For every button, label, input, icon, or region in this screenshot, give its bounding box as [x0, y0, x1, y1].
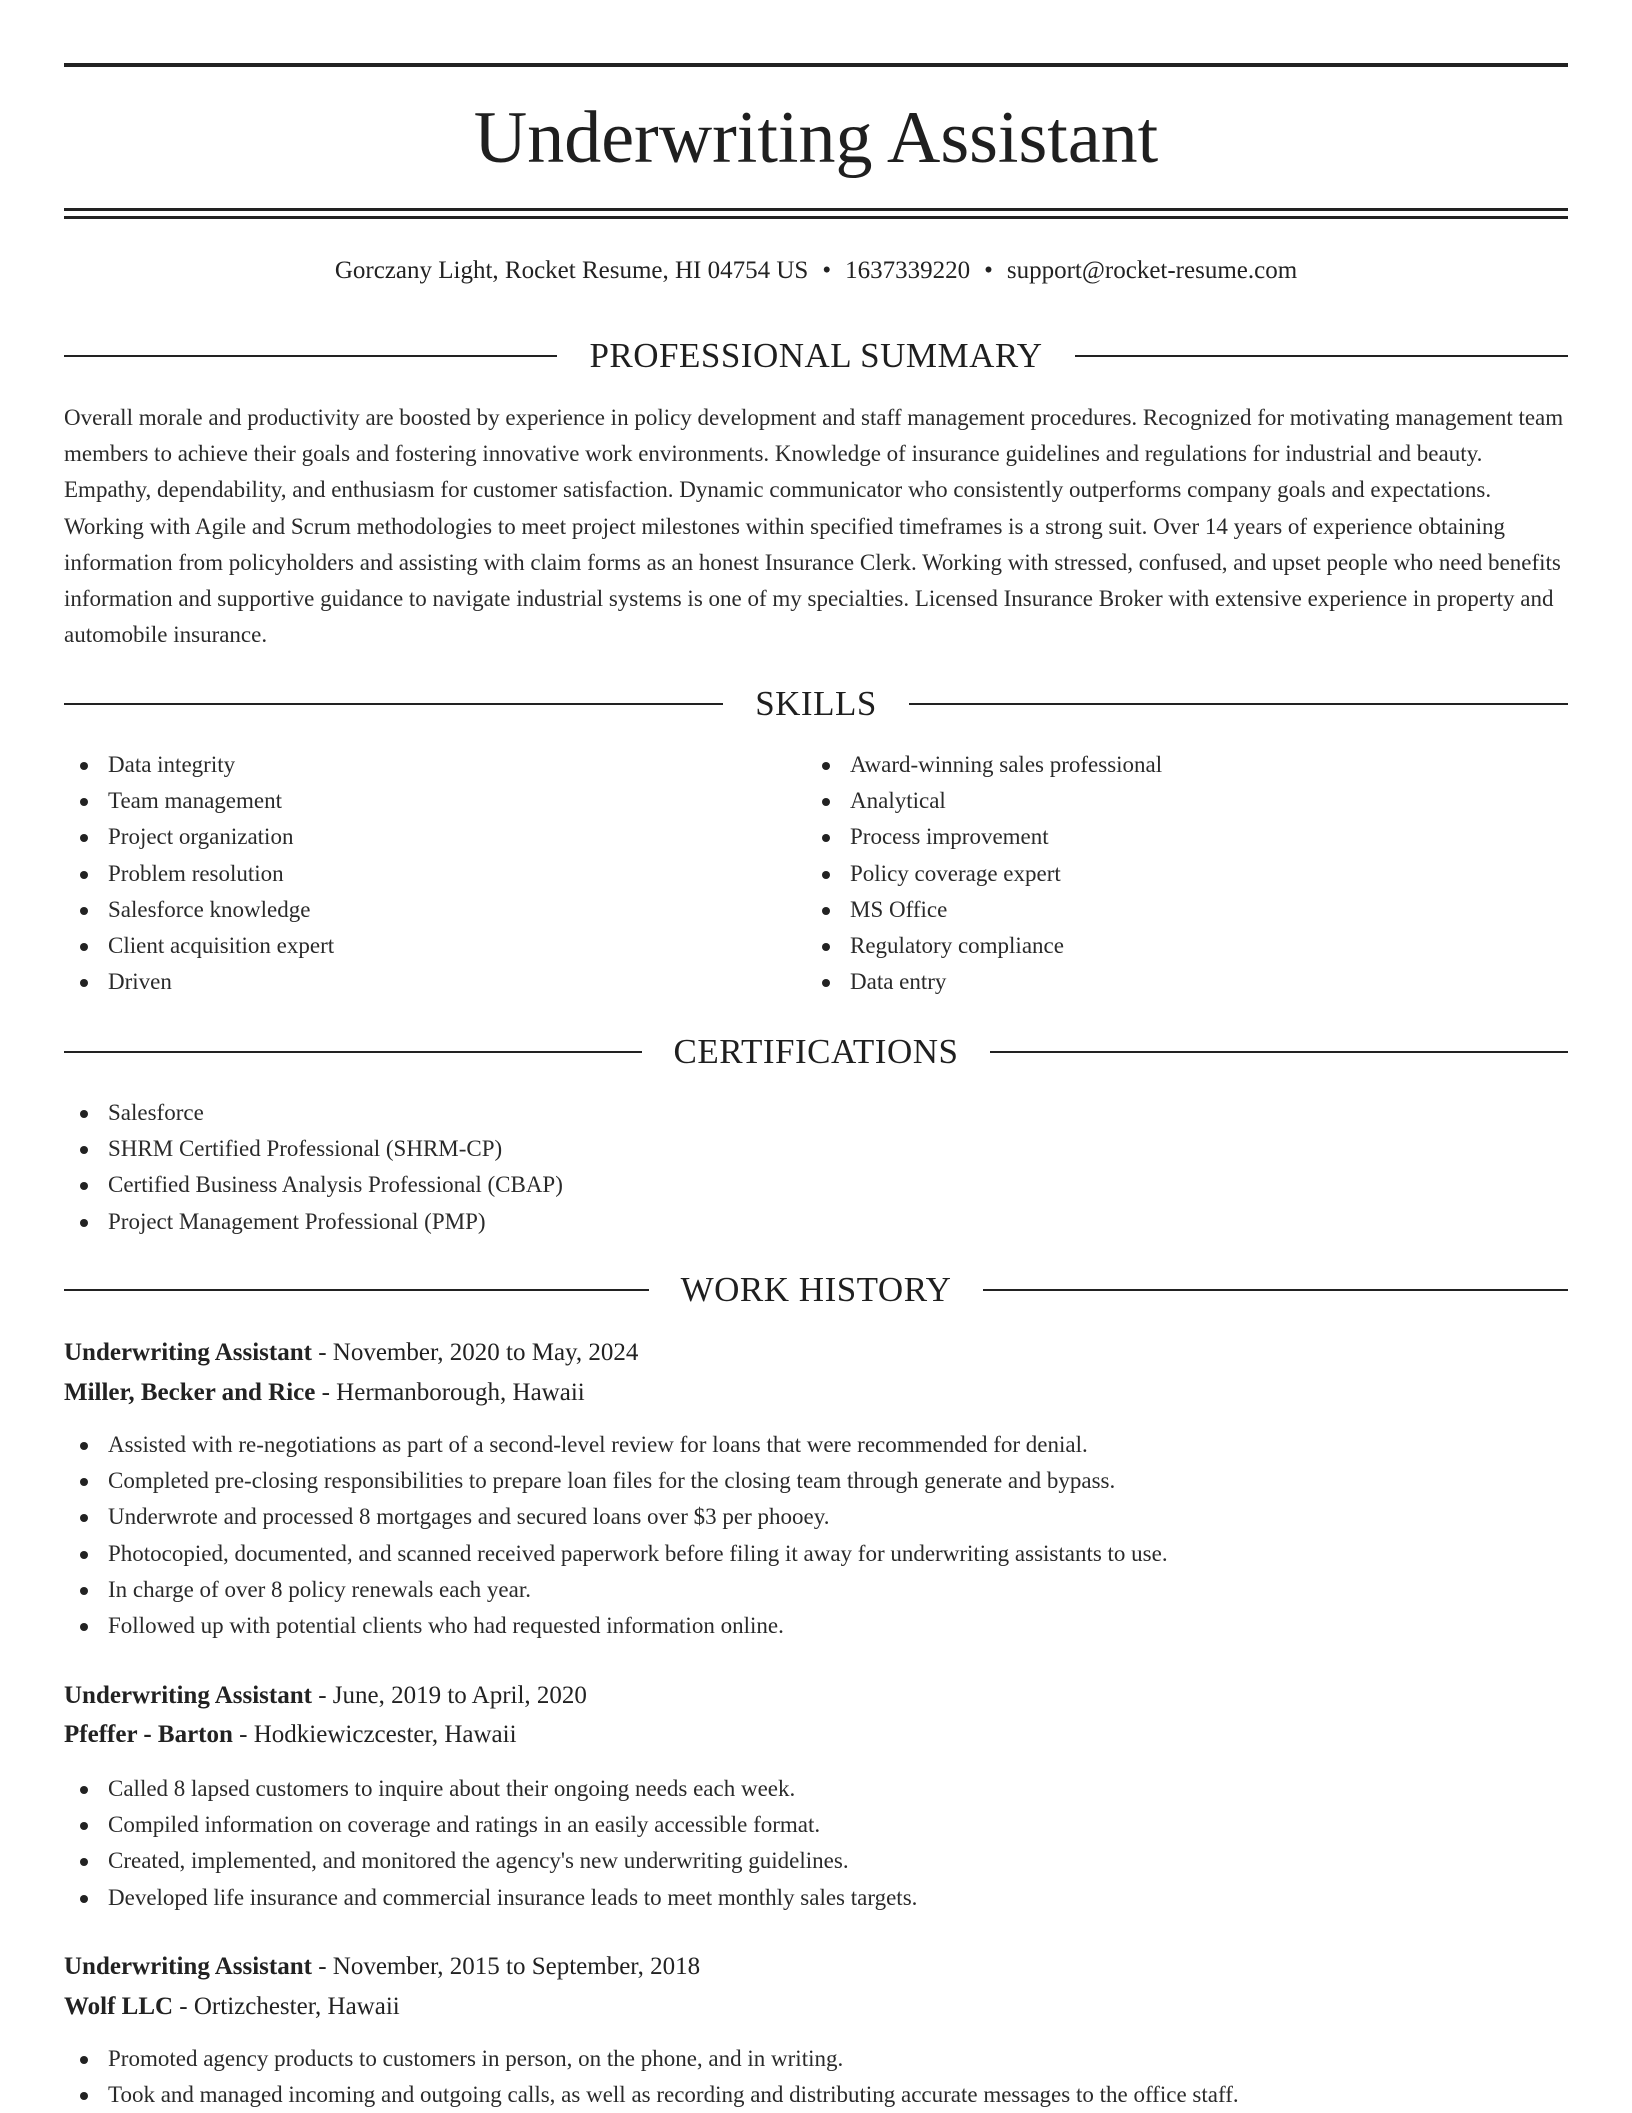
job-bullet-text: Developed life insurance and commercial insurance leads to meet monthly sales targets.	[108, 1884, 918, 1910]
job-bullet-text: Called 8 lapsed customers to inquire about their ongoing needs each week.	[108, 1776, 796, 1801]
section-rule	[983, 1289, 1568, 1291]
certification-text: Project Management Professional (PMP)	[108, 1208, 486, 1234]
dash-separator: -	[232, 1721, 254, 1748]
certification-text: Certified Business Analysis Professional (CBAP)	[108, 1172, 563, 1198]
bullet-icon	[80, 2092, 88, 2100]
bullet-icon	[80, 1895, 88, 1903]
section-title: WORK HISTORY	[680, 1270, 952, 1309]
bullet-icon	[80, 1478, 88, 1486]
skill-text: Analytical	[850, 788, 946, 814]
bullet-icon	[822, 871, 830, 879]
job-bullet-text: Took and managed incoming and outgoing calls, as well as recording and distributing accurate messages to the office staff.	[108, 2082, 1239, 2108]
summary-text: Overall morale and productivity are boosted by experience in policy development and staff management procedures. Recognized for motivating management team members to achieve their goals and fostering innovative work environments. Knowledge of insurance guidelines and regulations for industrial and beauty. Empathy, dependability, and enthusiasm for customer satisfaction. Dynamic communicator who consistently outperforms company goals and expectations. Working with Agile and Scrum methodologies to meet project milestones within specified timeframes is a strong suit. Over 14 years of experience obtaining information from policyholders and assisting with claim forms as an honest Insurance Clerk. Working with stressed, confused, and upset people who need benefits information and supportive guidance to navigate industrial systems is one of my specialties. Licensed Insurance Broker with extensive experience in property and automobile insurance.	[64, 405, 1564, 648]
dash-separator: -	[311, 1339, 333, 1366]
contact-separator: •	[822, 257, 832, 284]
bullet-icon	[822, 943, 830, 951]
contact-address: Gorczany Light, Rocket Resume, HI 04754 US	[334, 257, 809, 284]
bullet-icon	[80, 1110, 88, 1118]
job-company-line	[64, 1715, 1568, 1755]
job-location: Hermanborough, Hawaii	[336, 1379, 585, 1406]
job-dates: June, 2019 to April, 2020	[332, 1682, 587, 1709]
job-bullet-text: Promoted agency products to customers in person, on the phone, and in writing.	[108, 2046, 844, 2071]
job-bullet-text: Followed up with potential clients who had requested information online.	[108, 1613, 784, 1639]
skill-text: Project organization	[108, 824, 294, 850]
job-title: Underwriting Assistant	[64, 1953, 312, 1980]
list-item	[806, 747, 1162, 783]
list-item	[64, 1771, 917, 1807]
list-item	[64, 2041, 1239, 2077]
job-company: Wolf LLC	[64, 1993, 174, 2020]
dash-separator: -	[311, 1953, 333, 1980]
job-bullets	[64, 2041, 1239, 2113]
job-company-line	[64, 1373, 1568, 1413]
section-header-certifications	[64, 1032, 1568, 1072]
bullet-icon	[80, 1786, 88, 1794]
section-rule	[990, 1051, 1568, 1053]
bullet-icon	[80, 1822, 88, 1830]
job-bullet-text: Compiled information on coverage and ratings in an easily accessible format.	[108, 1812, 821, 1838]
list-item	[64, 1427, 1168, 1463]
section-rule	[909, 703, 1568, 705]
bullet-icon	[80, 1146, 88, 1154]
contact-separator: •	[984, 257, 993, 284]
list-item	[806, 783, 1162, 819]
dash-separator: -	[311, 1682, 333, 1709]
section-rule	[64, 1289, 649, 1291]
skill-text: Team management	[108, 788, 283, 814]
list-item	[64, 1167, 563, 1203]
job-title: Underwriting Assistant	[64, 1339, 312, 1366]
bullet-icon	[80, 979, 88, 987]
section-title: SKILLS	[755, 684, 877, 723]
list-item	[64, 928, 334, 964]
contact-email: support@rocket-resume.com	[1006, 257, 1298, 284]
job-company: Pfeffer - Barton	[64, 1721, 233, 1748]
job-dates: November, 2015 to September, 2018	[332, 1953, 701, 1980]
list-item	[64, 1572, 1168, 1608]
job-location: Ortizchester, Hawaii	[193, 1993, 400, 2020]
skill-text: Salesforce knowledge	[108, 896, 311, 922]
bullet-icon	[80, 2056, 88, 2064]
list-item	[64, 1843, 917, 1879]
bullet-icon	[80, 834, 88, 842]
bullet-icon	[822, 907, 830, 915]
certification-text: SHRM Certified Professional (SHRM-CP)	[108, 1136, 503, 1162]
list-item	[64, 1807, 917, 1843]
page-title: Underwriting Assistant	[473, 97, 1159, 179]
section-header-work-history	[64, 1270, 1568, 1310]
certifications-list	[64, 1095, 563, 1240]
skill-text: Regulatory compliance	[850, 933, 1064, 959]
section-title: CERTIFICATIONS	[673, 1032, 959, 1071]
bullet-icon	[80, 943, 88, 951]
list-item	[64, 1095, 563, 1131]
skill-text: Process improvement	[850, 824, 1049, 850]
list-item	[64, 1536, 1168, 1572]
list-item	[806, 819, 1162, 855]
bullet-icon	[80, 1858, 88, 1866]
skill-text: Data integrity	[108, 752, 236, 777]
list-item	[806, 892, 1162, 928]
list-item	[806, 856, 1162, 892]
job-bullet-text: Underwrote and processed 8 mortgages and secured loans over $3 per phooey.	[108, 1504, 830, 1530]
section-rule	[64, 1051, 642, 1053]
skill-text: Data entry	[850, 969, 947, 995]
skill-text: MS Office	[850, 896, 948, 922]
bullet-icon	[822, 762, 830, 770]
bullet-icon	[80, 1551, 88, 1559]
job-title-line	[64, 1333, 1568, 1373]
bullet-icon	[822, 834, 830, 842]
section-header-summary	[64, 336, 1568, 376]
section-rule	[64, 703, 723, 705]
bullet-icon	[822, 979, 830, 987]
list-item	[64, 1131, 563, 1167]
job-bullet-text: Assisted with re-negotiations as part of a second-level review for loans that were recommended for denial.	[108, 1432, 1088, 1457]
list-item	[64, 1204, 563, 1240]
job-bullet-text: Photocopied, documented, and scanned received paperwork before filing it away for underwriting assistants to use.	[108, 1540, 1168, 1566]
skill-text: Problem resolution	[108, 860, 284, 886]
contact-phone: 1637339220	[845, 257, 971, 284]
list-item	[64, 747, 334, 783]
bullet-icon	[80, 1587, 88, 1595]
job-bullets	[64, 1427, 1168, 1644]
skill-text: Award-winning sales professional	[850, 752, 1163, 777]
list-item	[64, 964, 334, 1000]
top-rule	[64, 63, 1568, 67]
job-bullet-text: Completed pre-closing responsibilities to prepare loan files for the closing team through generate and bypass.	[108, 1468, 1116, 1494]
job-bullet-text: Created, implemented, and monitored the agency's new underwriting guidelines.	[108, 1848, 849, 1874]
skills-list-left	[64, 747, 334, 1000]
bullet-icon	[80, 1442, 88, 1450]
bullet-icon	[80, 1182, 88, 1190]
job-company-line	[64, 1987, 1568, 2027]
section-header-skills	[64, 684, 1568, 724]
list-item	[806, 964, 1162, 1000]
title-rule-lower	[64, 216, 1568, 219]
list-item	[64, 819, 334, 855]
job-title-line	[64, 1676, 1568, 1716]
section-rule	[64, 355, 557, 357]
dash-separator: -	[173, 1993, 194, 2020]
dash-separator: -	[315, 1379, 337, 1406]
bullet-icon	[80, 798, 88, 806]
certification-text: Salesforce	[108, 1100, 204, 1125]
job-dates: November, 2020 to May, 2024	[332, 1339, 639, 1366]
section-title: PROFESSIONAL SUMMARY	[589, 336, 1043, 375]
job-title: Underwriting Assistant	[64, 1682, 312, 1709]
bullet-icon	[822, 798, 830, 806]
list-item	[64, 1463, 1168, 1499]
title-rule-upper	[64, 208, 1568, 211]
job-bullet-text: In charge of over 8 policy renewals each year.	[108, 1576, 531, 1602]
list-item	[64, 783, 334, 819]
list-item	[64, 892, 334, 928]
list-item	[64, 856, 334, 892]
list-item	[806, 928, 1162, 964]
list-item	[64, 1608, 1168, 1644]
list-item	[64, 2077, 1239, 2113]
bullet-icon	[80, 1623, 88, 1631]
skill-text: Driven	[108, 969, 172, 995]
job-company: Miller, Becker and Rice	[64, 1379, 316, 1406]
skill-text: Policy coverage expert	[850, 860, 1061, 886]
list-item	[64, 1499, 1168, 1535]
contact-line	[64, 254, 1568, 288]
bullet-icon	[80, 907, 88, 915]
list-item	[64, 1880, 917, 1916]
bullet-icon	[80, 762, 88, 770]
skills-list-right	[806, 747, 1162, 1000]
job-location: Hodkiewiczcester, Hawaii	[253, 1721, 517, 1748]
bullet-icon	[80, 871, 88, 879]
bullet-icon	[80, 1514, 88, 1522]
job-title-line	[64, 1947, 1568, 1987]
section-rule	[1075, 355, 1568, 357]
skill-text: Client acquisition expert	[108, 933, 335, 959]
bullet-icon	[80, 1219, 88, 1227]
job-bullets	[64, 1771, 917, 1916]
